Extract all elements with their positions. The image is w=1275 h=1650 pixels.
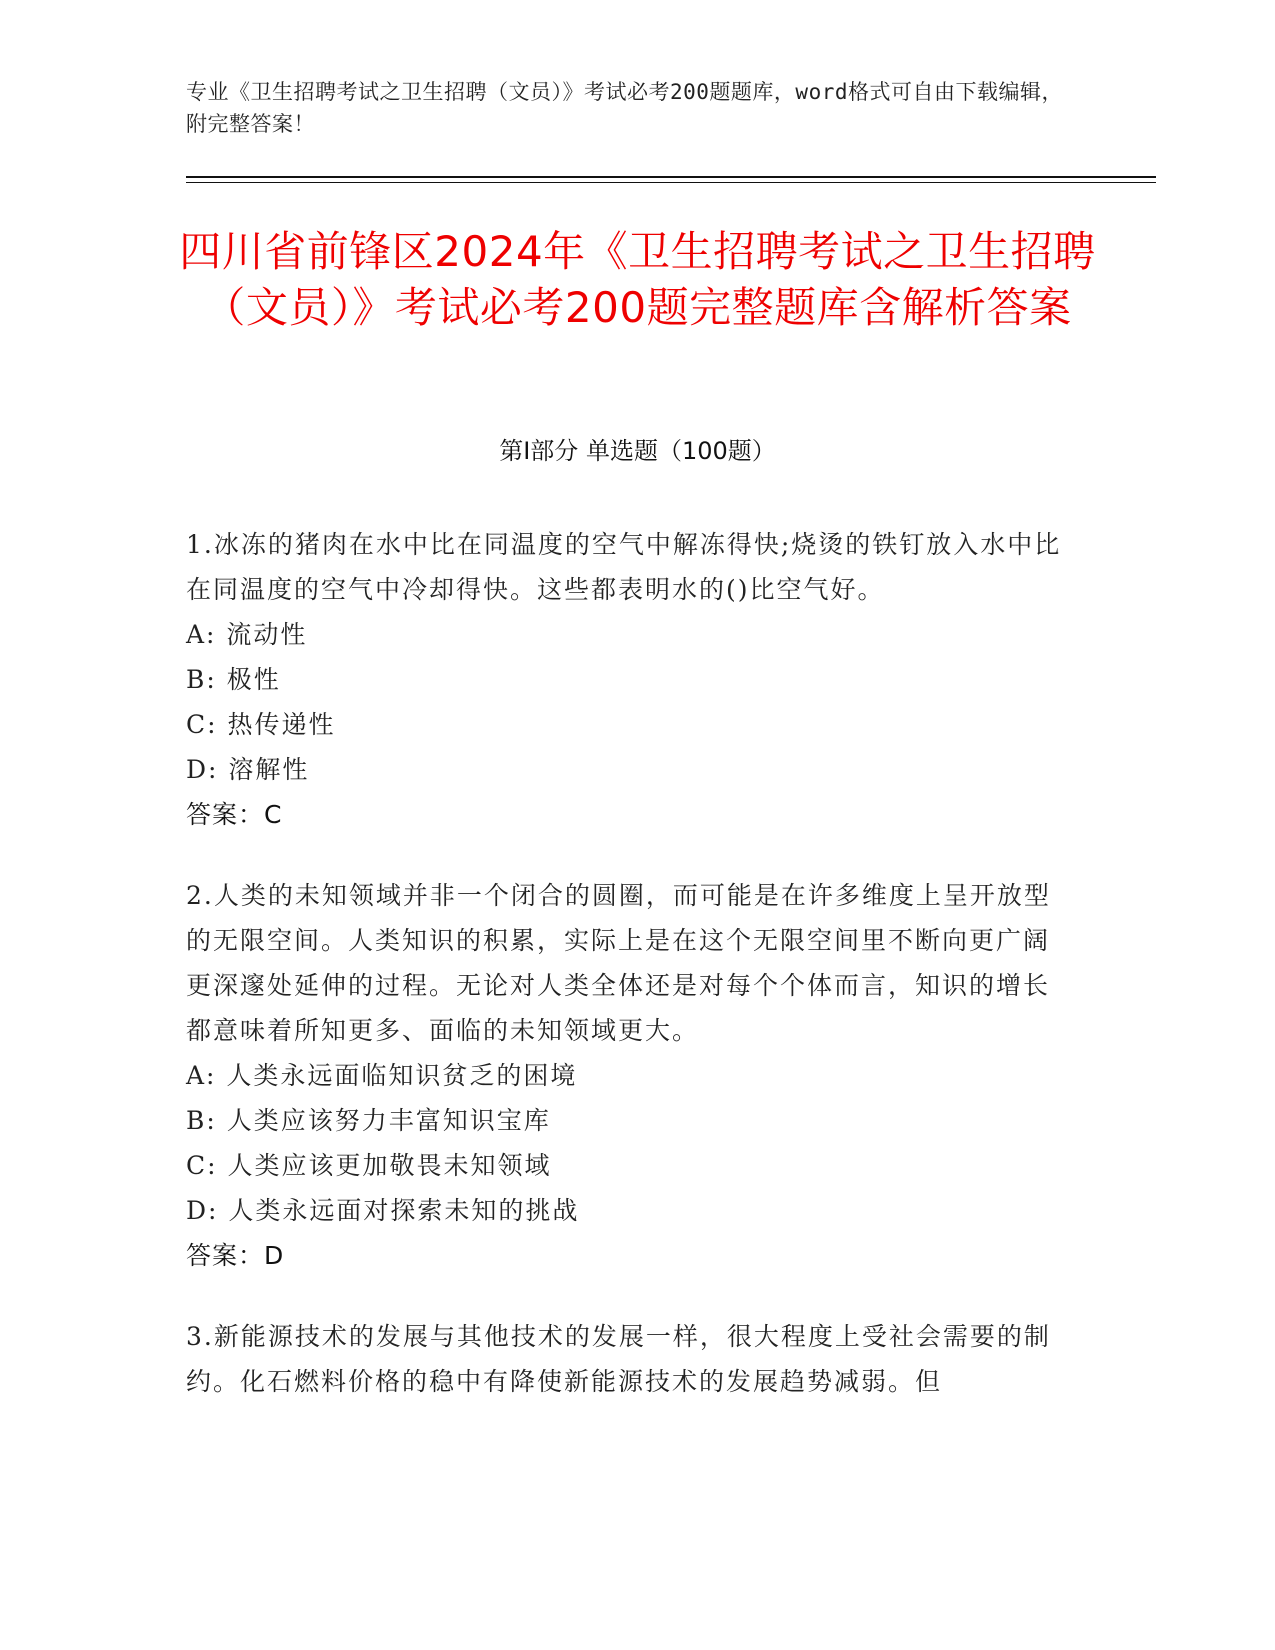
header-rule-thick: [186, 176, 1156, 178]
question-3: [186, 1314, 1066, 1404]
option-a: A: 流动性: [186, 620, 308, 649]
option-d: D: 人类永远面对探索未知的挑战: [186, 1196, 580, 1225]
question-list: [186, 522, 1066, 1440]
question-1: [186, 522, 1066, 837]
question-stem: 1.冰冻的猪肉在水中比在同温度的空气中解冻得快;烧烫的铁钉放入水中比在同温度的空气中冷却得快。这些都表明水的()比空气好。: [186, 530, 1062, 604]
section-title: 第I部分 单选题（100题）: [499, 437, 776, 465]
option-c: C: 热传递性: [186, 710, 336, 739]
header-note: 专业《卫生招聘考试之卫生招聘（文员）》考试必考200题题库，word格式可自由下载编辑，附完整答案！: [186, 80, 1063, 136]
header-rule-thin: [186, 182, 1156, 183]
option-a: A: 人类永远面临知识贫乏的困境: [186, 1061, 578, 1090]
question-stem: 2.人类的未知领域并非一个闭合的圆圈，而可能是在许多维度上呈开放型的无限空间。人类知识的积累，实际上是在这个无限空间里不断向更广阔更深邃处延伸的过程。无论对人类全体还是对每个个体而言，知识的增长都意味着所知更多、面临的未知领域更大。: [186, 881, 1051, 1045]
answer: 答案：C: [186, 800, 283, 829]
option-b: B: 人类应该努力丰富知识宝库: [186, 1106, 551, 1135]
document-title: 四川省前锋区2024年《卫生招聘考试之卫生招聘（文员）》考试必考200题完整题库含解析答案: [179, 227, 1096, 332]
option-b: B: 极性: [186, 665, 281, 694]
question-stem: 3.新能源技术的发展与其他技术的发展一样，很大程度上受社会需要的制约。化石燃料价格的稳中有降使新能源技术的发展趋势减弱。但: [186, 1322, 1051, 1396]
question-2: [186, 873, 1066, 1278]
option-d: D: 溶解性: [186, 755, 310, 784]
option-c: C: 人类应该更加敬畏未知领域: [186, 1151, 552, 1180]
answer: 答案：D: [186, 1241, 285, 1270]
